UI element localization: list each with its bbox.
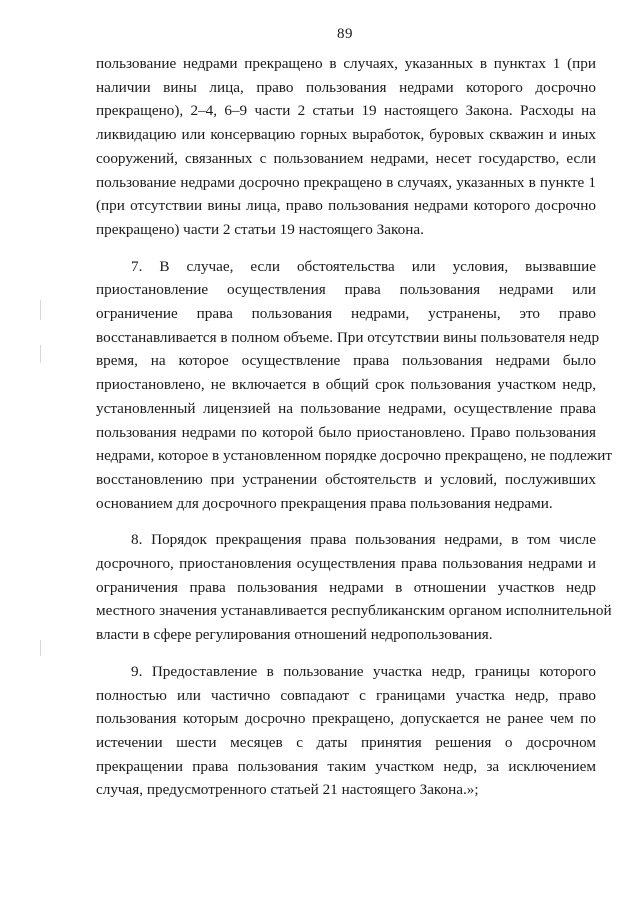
text-line: установленный лицензией на пользование недрами, осуществление права: [96, 399, 596, 417]
text-line: (при отсутствии вины лица, право пользования недрами которого досрочно: [96, 197, 596, 215]
text-line: сооружений, связанных с пользованием недрами, несет государство, если: [96, 149, 596, 167]
text-line: 7. В случае, если обстоятельства или условия, вызвавшие: [131, 257, 596, 275]
text-line: ликвидацию или консервацию горных выработок, буровых скважин и иных: [96, 126, 596, 144]
paragraph-8: [96, 528, 612, 647]
text-line: основанием для досрочного прекращения права пользования недрами.: [96, 494, 553, 512]
text-line: 8. Порядок прекращения права пользования недрами, в том числе: [131, 531, 596, 549]
text-line: истечении шести месяцев с даты принятия решения о досрочном: [96, 733, 596, 751]
text-line: власти в сфере регулирования отношений недропользования.: [96, 626, 493, 644]
text-line: пользование недрами досрочно прекращено в случаях, указанных в пункте 1: [96, 173, 596, 191]
text-line: пользования недрами по которой было приостановлено. Право пользования: [96, 423, 596, 441]
text-line: наличии вины лица, право пользования недрами которого досрочно: [96, 78, 596, 96]
text-line: ограничение права пользования недрами, устранены, это право: [96, 305, 596, 323]
page-number: 89: [337, 26, 353, 42]
text-line: местного значения устанавливается республиканским органом исполнительной: [96, 602, 612, 620]
text-line: время, на которое осуществление права пользования недрами было: [96, 352, 596, 370]
scan-margin-mark: [40, 345, 41, 363]
text-line: приостановлено, не включается в общий срок пользования участком недр,: [96, 376, 596, 394]
text-line: пользования которым досрочно прекращено, допускается не ранее чем по: [96, 710, 596, 728]
text-line: пользование недрами прекращено в случаях, указанных в пунктах 1 (при: [96, 55, 596, 72]
text-line: приостановление осуществления права пользования недрами или: [96, 281, 596, 299]
text-line: досрочного, приостановления осуществления права пользования недрами и: [96, 555, 596, 573]
text-line: полностью или частично совпадают с границами участка недр, право: [96, 686, 596, 704]
text-line: восстанавливается в полном объеме. При отсутствии вины пользователя недр: [96, 328, 600, 346]
text-line: восстановлению при устранении обстоятельств и условий, послуживших: [96, 470, 596, 488]
text-line: ограничения права пользования недрами в отношении участков недр: [96, 578, 596, 596]
scan-margin-mark: [40, 300, 41, 320]
paragraph-continuation: [96, 52, 596, 242]
text-line: прекращено) части 2 статьи 19 настоящего Закона.: [96, 220, 424, 238]
text-line: случая, предусмотренного статьей 21 настоящего Закона.»;: [96, 781, 479, 799]
paragraph-7: [96, 255, 612, 516]
paragraph-9: [96, 660, 596, 802]
text-line: недрами, которое в установленном порядке досрочно прекращено, не подлежит: [96, 447, 612, 465]
scan-margin-mark: [40, 640, 41, 656]
text-line: 9. Предоставление в пользование участка недр, границы которого: [131, 662, 596, 680]
text-line: прекращении права пользования таким участком недр, за исключением: [96, 757, 596, 775]
text-line: прекращено), 2–4, 6–9 части 2 статьи 19 настоящего Закона. Расходы на: [96, 102, 596, 120]
document-body: [96, 52, 612, 802]
